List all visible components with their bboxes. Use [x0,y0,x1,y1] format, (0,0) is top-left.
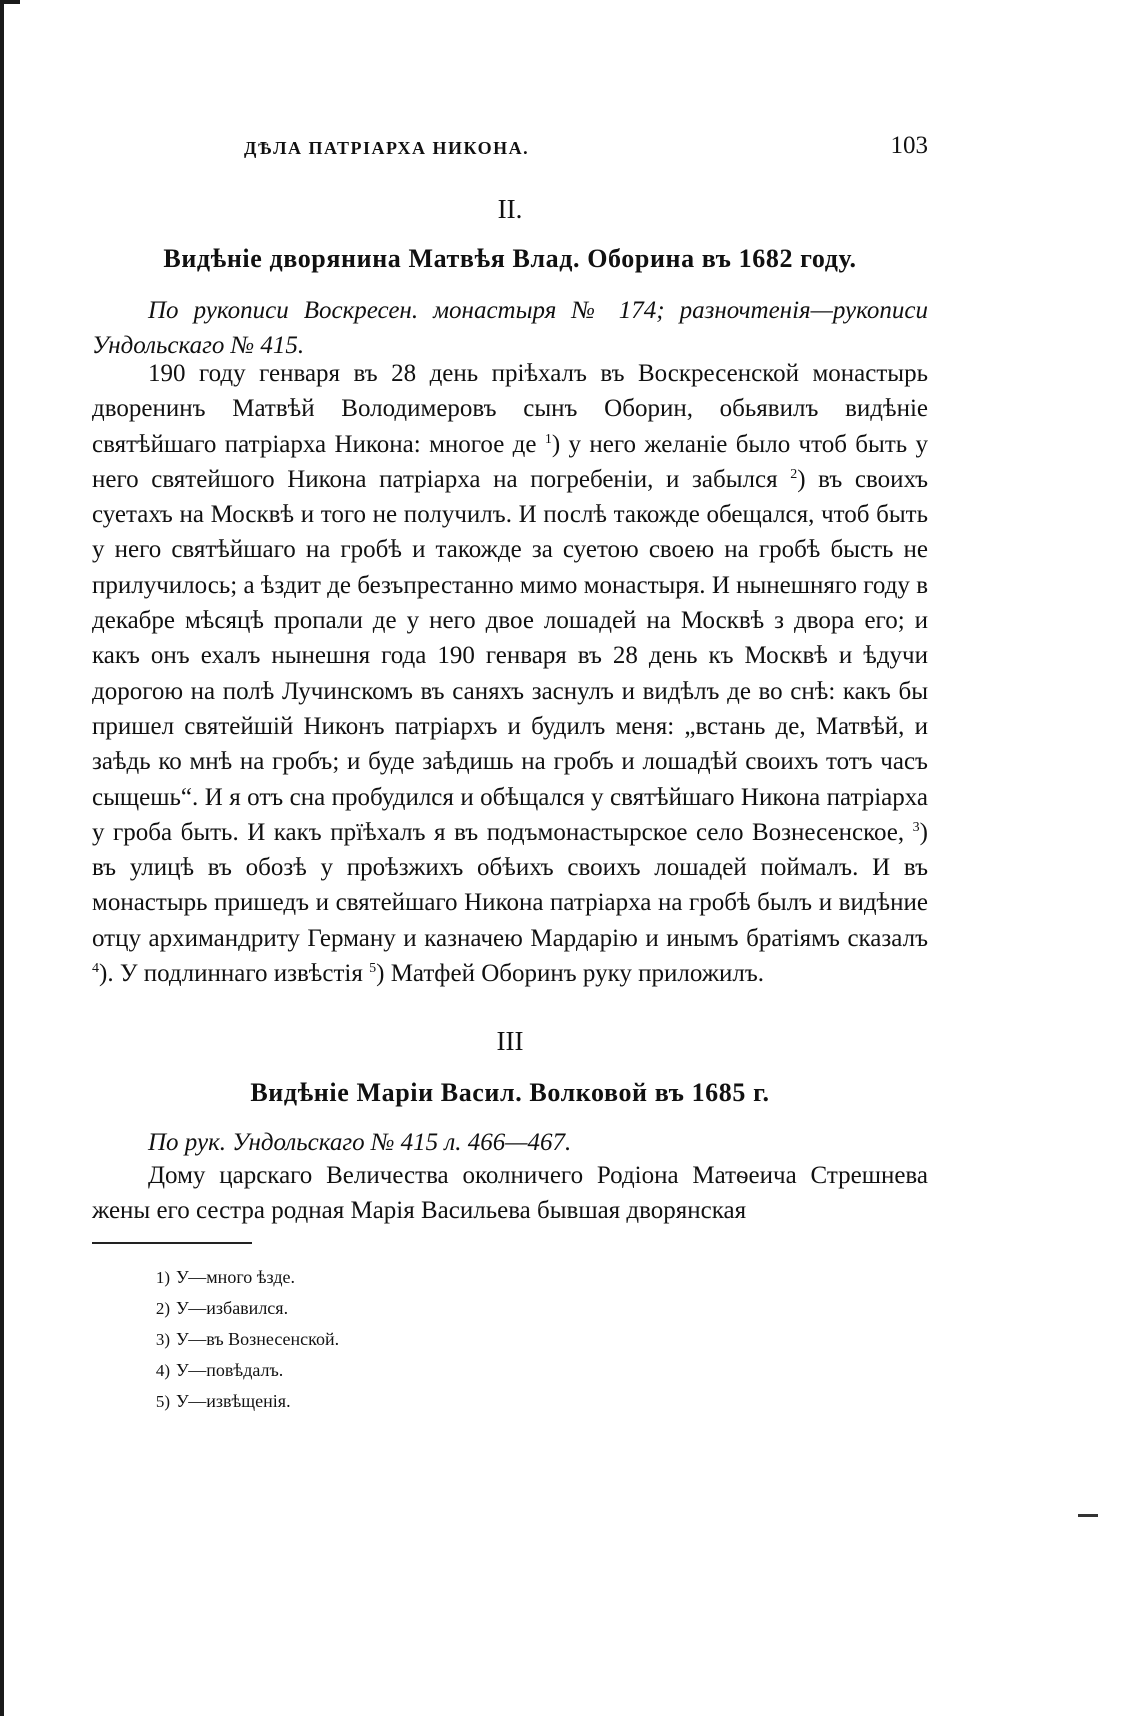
footnote-ref: 3 [912,819,920,835]
footnote-ref: 1 [544,431,552,447]
source-note-2: По рукописи Воскресен. монастыря № 174; разночтенія—рукописи Ундольскаго № 415. [92,297,928,359]
footnote-text: У—избавился. [176,1298,289,1318]
section-number-3: III [496,1026,524,1056]
running-head [92,132,928,162]
footnote-text: У—извѣщенія. [176,1391,291,1411]
footnote [144,1386,339,1417]
footnote-mark: 3) [155,1330,170,1349]
section-title-3: Видѣніе Маріи Васил. Волковой въ 1685 г. [250,1078,770,1107]
body-segment: у него желаніе было чтоб быть у него святейшого Никона патріарха на погребеніи, и забылся [92,430,928,493]
footnote-ref: 2 [790,466,798,482]
section-title-2: Видѣніе дворянина Матвѣя Влад. Оборина въ 1682 году. [163,244,857,273]
body-text-2: 190 году генваря въ 28 день пріѣхалъ въ Воскресенской монастырь дворенинъ Матвѣй Володимеровъ сынъ Оборин, обьявилъ видѣніе святѣйшаго патріарха Никона: многое де $^1$) у него желаніе было чтоб быть у него святейшого Никона патріарха на погребеніи, и забылся $^2$) въ своихъ суетахъ на Москвѣ и того не получилъ. И послѣ такожде обещался, чтоб быть у него святѣйшаго на гробѣ и такожде за суетою своею на гробѣ бысть не прилучилось; а ѣздит де безъпрестанно мимо монастыря. И нынешняго году в декабре мѣсяцѣ пропали де у него двое лошадей на Москвѣ з двора его; и какъ онъ ехалъ нынешня года 190 генваря въ 28 день къ Москвѣ и ѣдучи дорогою на полѣ Лучинскомъ въ саняхъ заснулъ и видѣлъ де во снѣ: какъ бы пришел святейшій Никонъ патріархъ и будилъ меня: „встань де, Матвѣй, и заѣдь ко мнѣ на гробъ; и буде заѣдишь на гробъ и лошадѣй своихъ тотъ часъ сыщешь“. И я отъ сна пробудился и обѣщался у святѣйшаго Никона патріарха у гроба быть. И какъ прїѣхалъ я въ подъмонастырское село Вознесенское, $^3$) въ улицѣ въ обозѣ у проѣзжихъ обѣихъ своихъ лошадей поймалъ. И въ монастырь пришедъ и святейшаго Никона патріарха на гробѣ былъ и видѣние отцу архимандриту Герману и казначею Мардарію и инымъ братіямъ сказалъ $^4$). У подлиннаго извѣстія $^5$) Матфей Оборинъ руку приложилъ. [92,360,928,988]
running-title: ДѢЛА ПАТРІАРХА НИКОНА. [244,138,530,158]
footnote-ref: 4 [92,961,99,977]
footnote [144,1324,339,1355]
body-segment: Матфей Оборинъ руку приложилъ. [384,960,765,988]
footnote-ref: 5 [369,961,377,977]
footnote-text: У—повѣдалъ. [176,1360,284,1380]
footnote-text: У—въ Вознесенской. [176,1329,340,1349]
source-note-3: По рук. Ундольскаго № 415 л. 466—467. [148,1129,572,1156]
body-segment: въ улицѣ въ обозѣ у проѣзжихъ обѣихъ своихъ лошадей поймалъ. И въ монастырь пришедъ и святейшаго Никона патріарха на гробѣ былъ и видѣние отцу архимандриту Герману и казначею Мардарію и инымъ братіямъ сказалъ [92,854,928,952]
footnote-mark: 2) [155,1299,170,1318]
footnote [144,1355,339,1386]
footnote-mark: 5) [155,1392,170,1411]
footnote-rule [92,1242,252,1244]
footnote-mark: 4) [155,1361,170,1380]
scan-edge-left [0,0,4,1716]
footnote-list [144,1262,339,1417]
scan-edge-top [0,0,20,4]
body-segment: въ своихъ суетахъ на Москвѣ и того не получилъ. И послѣ такожде обещался, чтоб быть у него святѣйшаго на гробѣ и такожде за суетою своею на гробѣ бысть не прилучилось; а ѣздит де безъпрестанно мимо монастыря. И нынешняго году в декабре мѣсяцѣ пропали де у него двое лошадей на Москвѣ з двора его; и какъ онъ ехалъ нынешня года 190 генваря въ 28 день къ Москвѣ и ѣдучи дорогою на полѣ Лучинскомъ въ саняхъ заснулъ и видѣлъ де во снѣ: какъ бы пришел святейшій Никонъ патріархъ и будилъ меня: „встань де, Матвѣй, и заѣдь ко мнѣ на гробъ; и буде заѣдишь на гробъ и лошадѣй своихъ тотъ часъ сыщешь“. И я отъ сна пробудился и обѣщался у святѣйшаго Никона патріарха у гроба быть. И какъ прїѣхалъ я въ подъмонастырское село Вознесенское, [92,465,928,846]
footnote [144,1293,339,1324]
body-segment: . У подлиннаго извѣстія [107,960,370,988]
footnote-text: У—много ѣзде. [176,1267,295,1287]
section-number-2: II. [497,194,523,224]
footnote [144,1262,339,1293]
footnote-mark: 1) [155,1268,170,1287]
body-text-3: Дому царскаго Величества околничего Родіона Матѳеича Стрешнева жены его сестра родная Марія Васильева бывшая дворянская [92,1162,928,1225]
scan-speck [1078,1514,1098,1517]
body-segment: 190 году генваря въ 28 день пріѣхалъ въ Воскресенской монастырь дворенинъ Матвѣй Володимеровъ сынъ Оборин, обьявилъ видѣніе святѣйшаго патріарха Никона: многое де [92,360,928,458]
page-number: 103 [890,132,928,159]
